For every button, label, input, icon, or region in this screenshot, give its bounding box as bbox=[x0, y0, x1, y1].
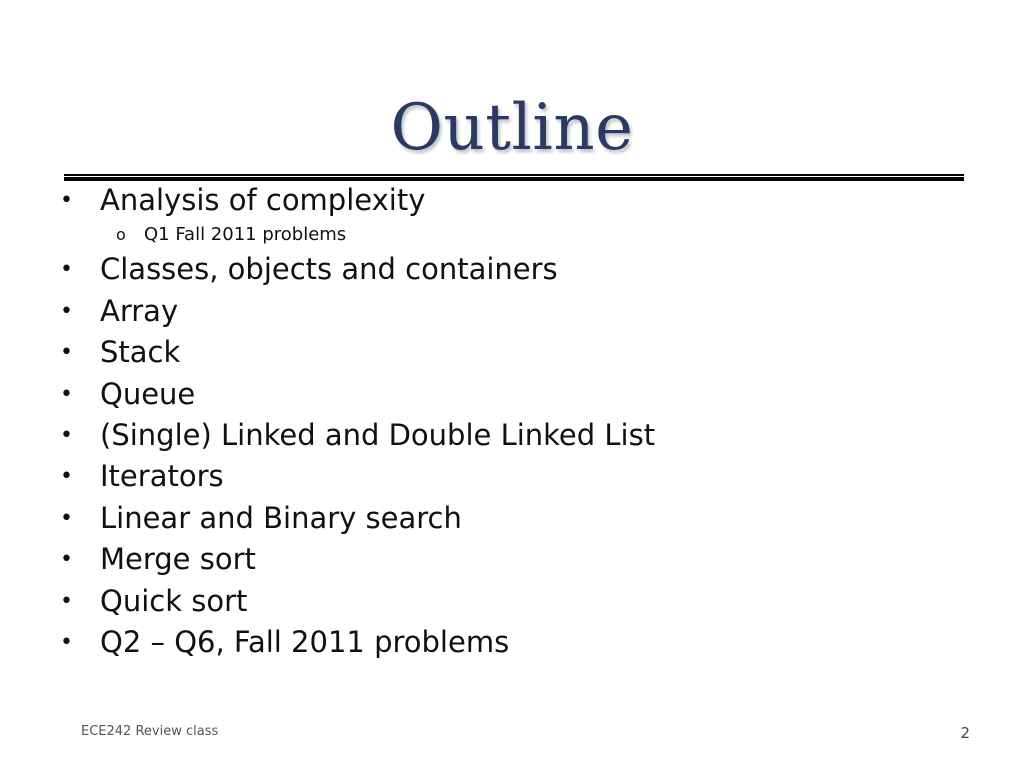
sub-list-item bbox=[60, 221, 980, 249]
footer-course-label: ECE242 Review class bbox=[81, 724, 219, 739]
outline-list bbox=[60, 180, 980, 663]
list-item-text: Merge sort bbox=[100, 542, 256, 577]
bullet-marker: • bbox=[60, 464, 73, 490]
bullet-marker: • bbox=[60, 381, 73, 407]
list-item-text: Linear and Binary search bbox=[100, 500, 462, 535]
bullet-marker: • bbox=[60, 547, 73, 573]
bullet-marker: • bbox=[60, 629, 73, 655]
list-item bbox=[60, 249, 980, 290]
bullet-marker: • bbox=[60, 188, 73, 213]
bullet-marker: • bbox=[60, 588, 73, 614]
list-item-text: Queue bbox=[100, 376, 196, 411]
list-item-text: Classes, objects and containers bbox=[100, 252, 558, 287]
list-item-text: Quick sort bbox=[100, 583, 248, 618]
list-item-text: (Single) Linked and Double Linked List bbox=[100, 417, 656, 452]
bullet-marker: • bbox=[60, 422, 73, 448]
page-number: 2 bbox=[960, 724, 970, 742]
bullet-marker: • bbox=[60, 505, 73, 531]
list-item-text: Array bbox=[100, 293, 179, 328]
list-item-text: Q2 – Q6, Fall 2011 problems bbox=[100, 624, 510, 659]
list-item bbox=[60, 498, 980, 539]
bullet-marker: • bbox=[60, 257, 73, 283]
list-item bbox=[60, 581, 980, 622]
list-item-text: Iterators bbox=[100, 459, 224, 494]
list-item bbox=[60, 456, 980, 497]
bullet-marker: • bbox=[60, 340, 73, 366]
list-item bbox=[60, 332, 980, 373]
list-item-text: Stack bbox=[100, 335, 181, 370]
list-item-text: Analysis of complexity bbox=[100, 183, 426, 217]
list-item bbox=[60, 291, 980, 332]
list-item bbox=[60, 374, 980, 415]
bullet-marker: • bbox=[60, 298, 73, 324]
sub-list-item-text: Q1 Fall 2011 problems bbox=[144, 224, 347, 246]
list-item bbox=[60, 415, 980, 456]
list-item bbox=[60, 539, 980, 580]
sub-bullet-marker: o bbox=[116, 225, 126, 245]
slide-title: Outline bbox=[390, 91, 634, 165]
list-item bbox=[60, 622, 980, 663]
title-divider-thin bbox=[64, 174, 964, 176]
list-item bbox=[60, 180, 980, 221]
